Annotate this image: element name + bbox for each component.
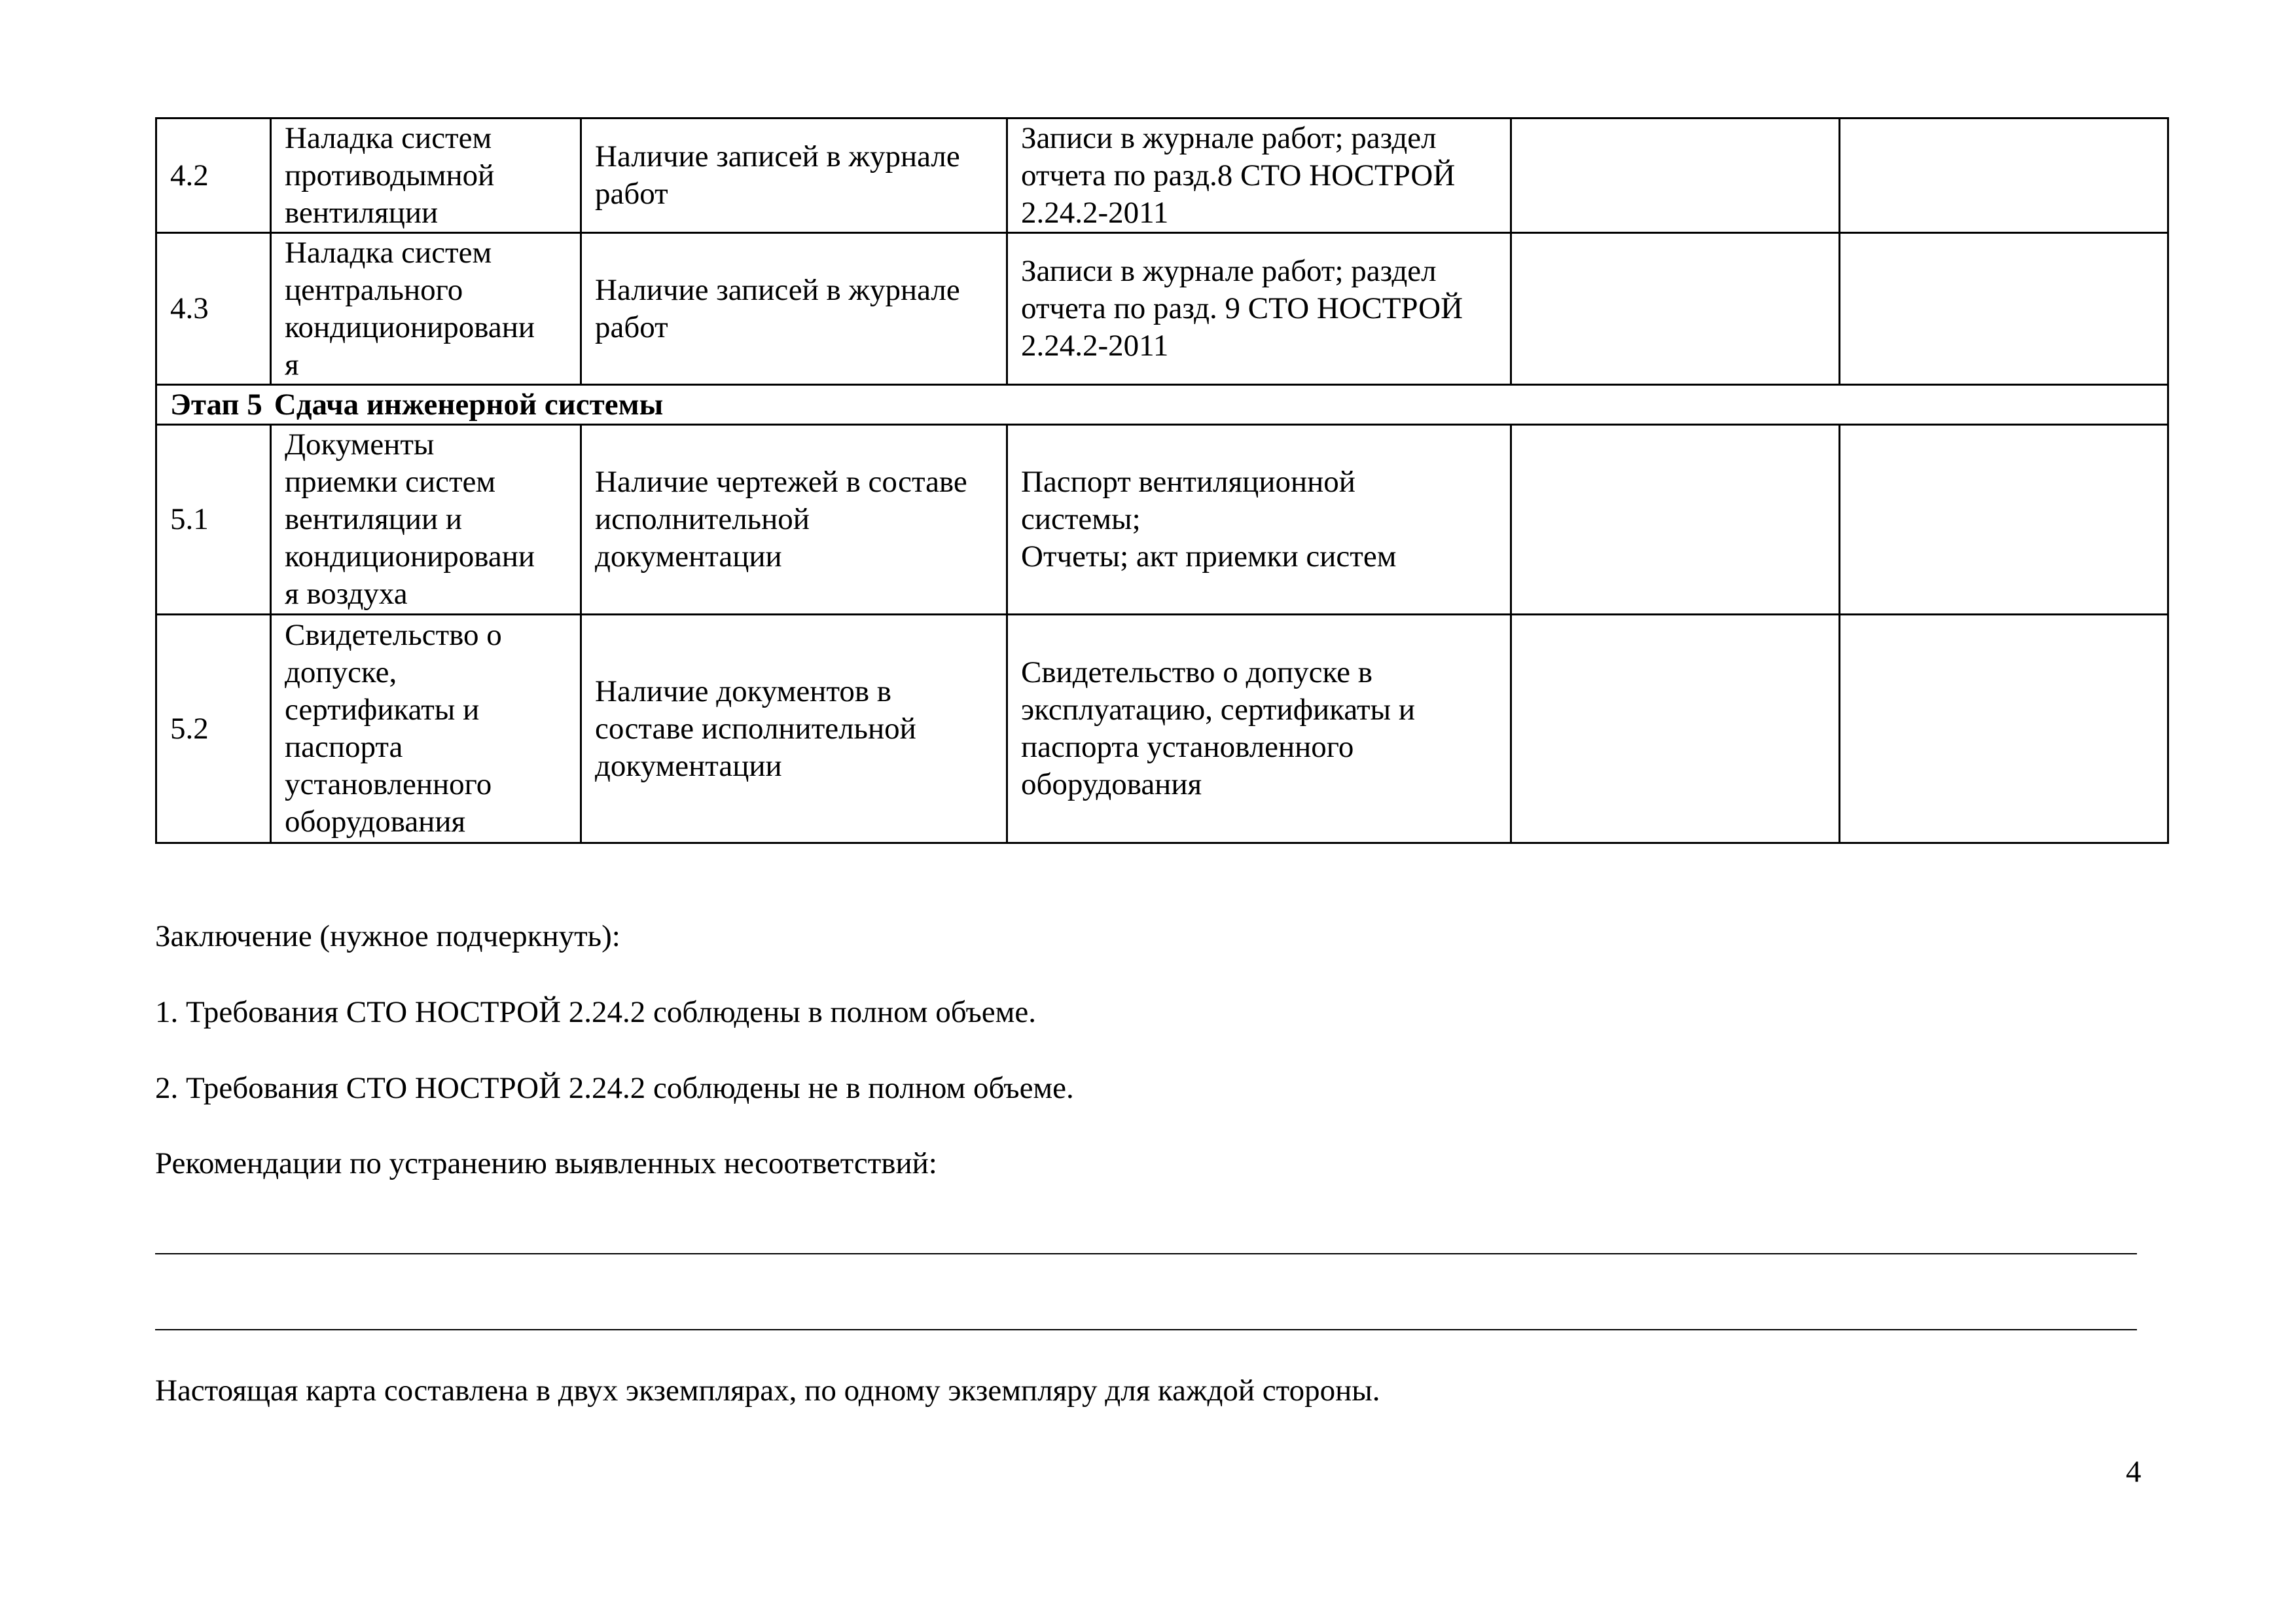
stage-header-row: [156, 385, 2168, 425]
row-number: 4.3: [156, 233, 271, 385]
stage-header-cell: [156, 385, 2168, 425]
empty-cell: [1840, 233, 2168, 385]
stage-title: Сдача инженерной системы: [274, 387, 664, 422]
evidence-docs-cell: Записи в журнале работ; раздел отчета по разд.8 СТО НОСТРОЙ 2.24.2-2011: [1007, 119, 1511, 233]
fill-in-line: [155, 1253, 2137, 1254]
work-name-cell: Наладка систем центрального кондиционировани я: [271, 233, 581, 385]
check-criterion-cell: Наличие записей в журнале работ: [581, 119, 1007, 233]
evidence-docs-cell: Свидетельство о допуске в эксплуатацию, сертификаты и паспорта установленного оборудования: [1007, 615, 1511, 843]
empty-cell: [1511, 425, 1840, 615]
empty-cell: [1511, 615, 1840, 843]
table-row: [156, 119, 2168, 233]
row-number: 5.1: [156, 425, 271, 615]
work-name-cell: Свидетельство о допуске, сертификаты и паспорта установленного оборудования: [271, 615, 581, 843]
row-number: 4.2: [156, 119, 271, 233]
evidence-docs-cell: Паспорт вентиляционной системы; Отчеты; акт приемки систем: [1007, 425, 1511, 615]
conclusion-option-2: 2. Требования СТО НОСТРОЙ 2.24.2 соблюдены не в полном объеме.: [155, 1071, 1074, 1105]
fill-in-line: [155, 1329, 2137, 1330]
empty-cell: [1511, 119, 1840, 233]
checklist-table: [155, 117, 2169, 844]
empty-cell: [1840, 425, 2168, 615]
row-number: 5.2: [156, 615, 271, 843]
evidence-docs-cell: Записи в журнале работ; раздел отчета по разд. 9 СТО НОСТРОЙ 2.24.2-2011: [1007, 233, 1511, 385]
empty-cell: [1511, 233, 1840, 385]
empty-cell: [1840, 119, 2168, 233]
stage-label: Этап 5: [170, 387, 262, 422]
closing-note: Настоящая карта составлена в двух экземплярах, по одному экземпляру для каждой стороны.: [155, 1374, 1380, 1408]
check-criterion-cell: Наличие чертежей в составе исполнительной документации: [581, 425, 1007, 615]
recommendations-heading: Рекомендации по устранению выявленных несоответствий:: [155, 1146, 937, 1180]
check-criterion-cell: Наличие документов в составе исполнительной документации: [581, 615, 1007, 843]
empty-cell: [1840, 615, 2168, 843]
work-name-cell: Наладка систем противодымной вентиляции: [271, 119, 581, 233]
conclusion-heading: Заключение (нужное подчеркнуть):: [155, 919, 620, 953]
conclusion-option-1: 1. Требования СТО НОСТРОЙ 2.24.2 соблюдены в полном объеме.: [155, 995, 1037, 1029]
work-name-cell: Документы приемки систем вентиляции и кондиционировани я воздуха: [271, 425, 581, 615]
page-number: 4: [2126, 1455, 2142, 1489]
table-row: [156, 425, 2168, 615]
table-row: [156, 615, 2168, 843]
table-row: [156, 233, 2168, 385]
check-criterion-cell: Наличие записей в журнале работ: [581, 233, 1007, 385]
